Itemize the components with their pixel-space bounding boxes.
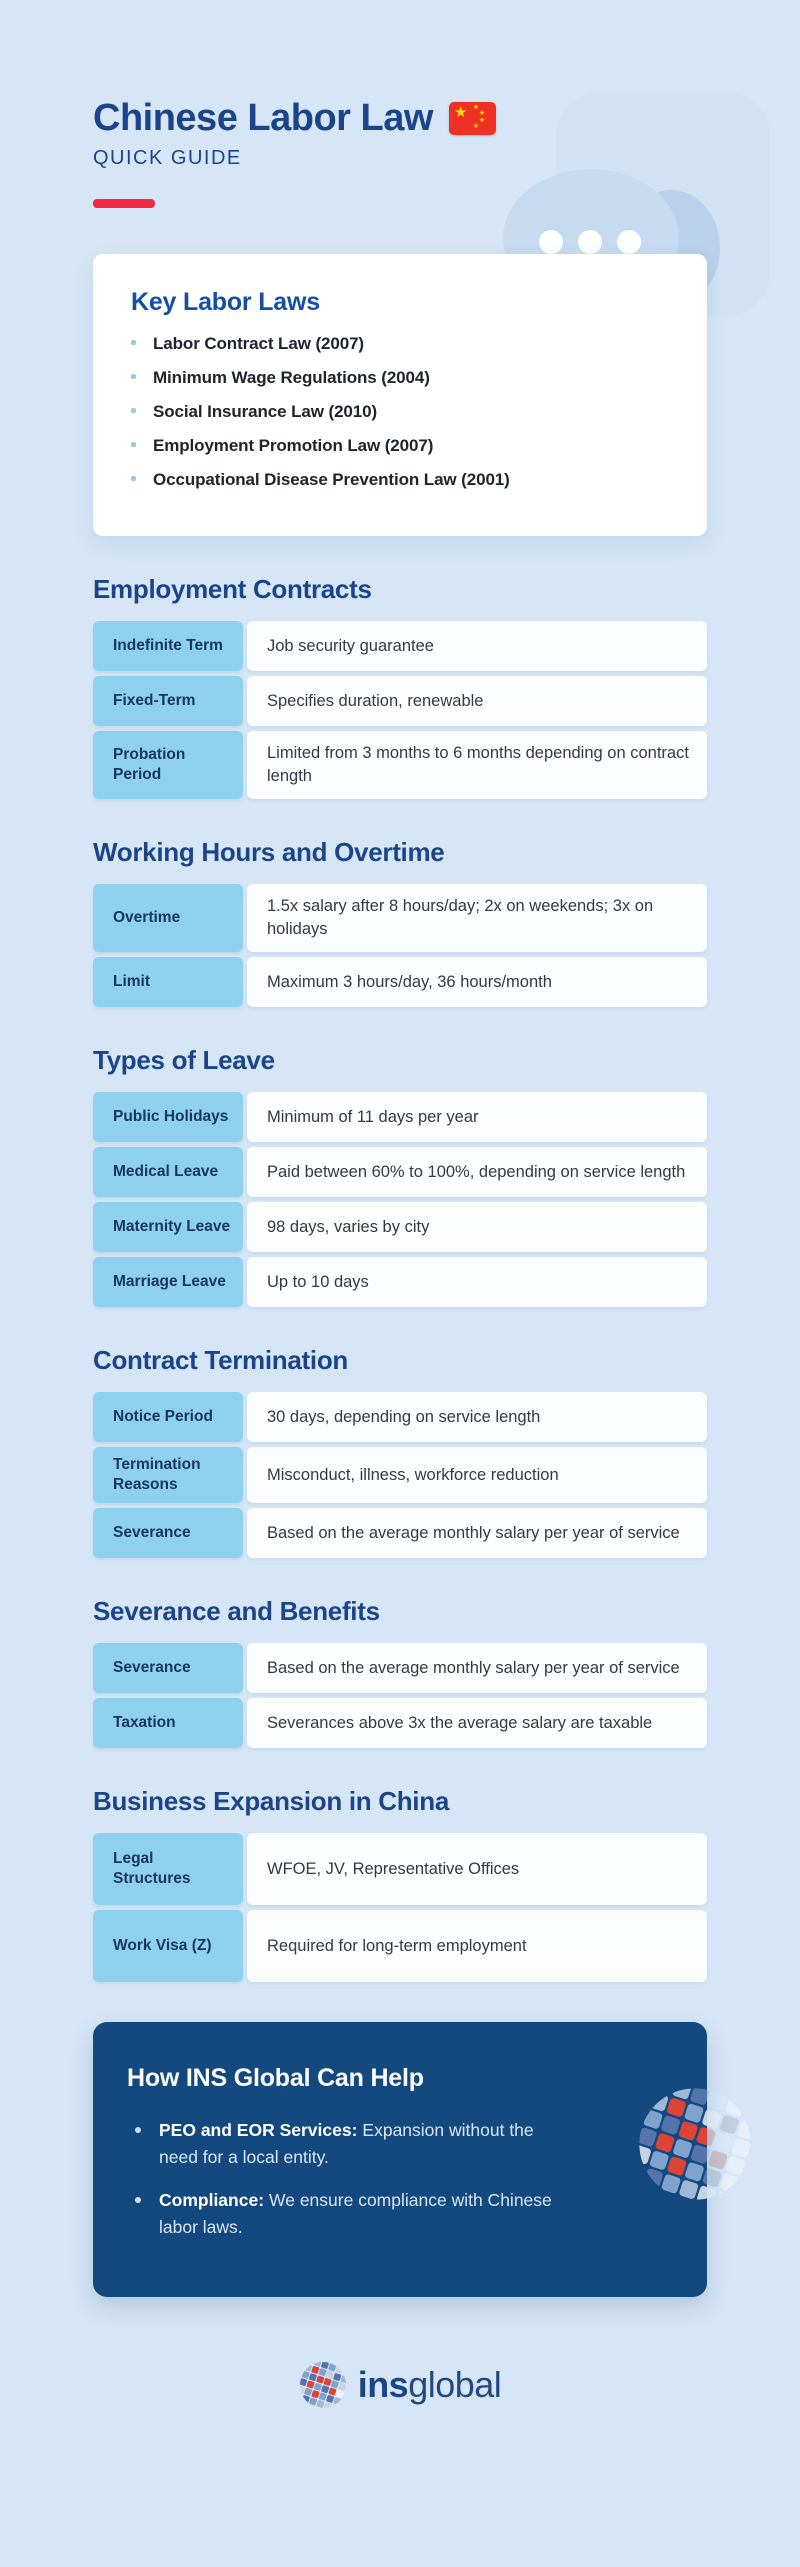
help-item-text [159, 2187, 567, 2241]
key-laws-card [93, 254, 707, 536]
row-label: Severance [93, 1508, 243, 1558]
row-label: Medical Leave [93, 1147, 243, 1197]
law-text: Minimum Wage Regulations (2004) [153, 368, 430, 387]
section [93, 573, 707, 799]
row-label: Limit [93, 957, 243, 1007]
table-row [93, 1833, 707, 1905]
list-item [127, 2187, 567, 2241]
row-label: Indefinite Term [93, 621, 243, 671]
sections [93, 573, 707, 1982]
key-laws-heading: Key Labor Laws [131, 288, 320, 316]
section-heading: Employment Contracts [93, 574, 372, 604]
help-item-text [159, 2117, 567, 2171]
bullet-dot-icon [135, 2197, 141, 2203]
table-row [93, 884, 707, 952]
row-label: Legal Structures [93, 1833, 243, 1905]
bullet-dot-icon [131, 408, 136, 413]
bullet-dot-icon [131, 476, 136, 481]
table-row [93, 1643, 707, 1693]
law-text: Occupational Disease Prevention Law (2001) [153, 470, 510, 489]
row-value: Severances above 3x the average salary are taxable [247, 1698, 707, 1748]
table-row [93, 1447, 707, 1503]
table [93, 1833, 707, 1982]
section-heading: Types of Leave [93, 1045, 275, 1075]
row-value: Limited from 3 months to 6 months depending on contract length [247, 731, 707, 799]
list-item [131, 470, 669, 504]
list-item [131, 368, 669, 402]
section [93, 1344, 707, 1558]
help-item-lead: PEO and EOR Services: [159, 2120, 358, 2140]
header [93, 0, 707, 208]
section-heading: Business Expansion in China [93, 1786, 449, 1816]
help-item-rest: We ensure compliance with Chinese labor laws. [159, 2190, 552, 2237]
logo-globe-icon [299, 2361, 347, 2409]
row-value: Job security guarantee [247, 621, 707, 671]
bullet-dot-icon [131, 374, 136, 379]
help-item-rest: Expansion without the need for a local entity. [159, 2120, 534, 2167]
subtitle: QUICK GUIDE [93, 147, 242, 169]
row-value: 1.5x salary after 8 hours/day; 2x on weekends; 3x on holidays [247, 884, 707, 952]
row-label: Fixed-Term [93, 676, 243, 726]
table-row [93, 1092, 707, 1142]
section [93, 836, 707, 1007]
key-laws-list [131, 334, 669, 504]
row-value: 30 days, depending on service length [247, 1392, 707, 1442]
section-heading: Contract Termination [93, 1345, 348, 1375]
law-text: Employment Promotion Law (2007) [153, 436, 434, 455]
row-value: Paid between 60% to 100%, depending on service length [247, 1147, 707, 1197]
row-label: Marriage Leave [93, 1257, 243, 1307]
row-label: Severance [93, 1643, 243, 1693]
section [93, 1595, 707, 1748]
row-value: Maximum 3 hours/day, 36 hours/month [247, 957, 707, 1007]
help-card-wrap [93, 2022, 707, 2297]
row-label: Probation Period [93, 731, 243, 799]
footer-logo [93, 2361, 707, 2409]
table-row [93, 621, 707, 671]
help-list [127, 2117, 567, 2241]
row-value: WFOE, JV, Representative Offices [247, 1833, 707, 1905]
table [93, 621, 707, 799]
help-item-lead: Compliance: [159, 2190, 265, 2210]
law-text: Social Insurance Law (2010) [153, 402, 378, 421]
row-value: 98 days, varies by city [247, 1202, 707, 1252]
bullet-dot-icon [131, 442, 136, 447]
table [93, 884, 707, 1007]
row-value: Specifies duration, renewable [247, 676, 707, 726]
table [93, 1643, 707, 1748]
help-card-heading: How INS Global Can Help [127, 2064, 424, 2092]
table-row [93, 1698, 707, 1748]
table-row [93, 1392, 707, 1442]
table-row [93, 1508, 707, 1558]
row-value: Minimum of 11 days per year [247, 1092, 707, 1142]
row-label: Overtime [93, 884, 243, 952]
section [93, 1785, 707, 1982]
brand-wordmark [358, 2361, 502, 2409]
brand-bold: ins [357, 2364, 409, 2405]
list-item [131, 334, 669, 368]
table-row [93, 1910, 707, 1982]
row-label: Notice Period [93, 1392, 243, 1442]
table-row [93, 1147, 707, 1197]
table-row [93, 957, 707, 1007]
row-label: Maternity Leave [93, 1202, 243, 1252]
law-text: Labor Contract Law (2007) [153, 334, 364, 353]
section [93, 1044, 707, 1307]
row-value: Misconduct, illness, workforce reduction [247, 1447, 707, 1503]
table-row [93, 1257, 707, 1307]
row-label: Work Visa (Z) [93, 1910, 243, 1982]
row-value: Based on the average monthly salary per year of service [247, 1508, 707, 1558]
row-label: Taxation [93, 1698, 243, 1748]
row-value: Up to 10 days [247, 1257, 707, 1307]
list-item [131, 436, 669, 470]
accent-bar [93, 199, 155, 208]
bullet-dot-icon [131, 340, 136, 345]
bullet-dot-icon [135, 2127, 141, 2133]
list-item [131, 402, 669, 436]
page-title: Chinese Labor Law [93, 97, 433, 139]
globe-mosaic-icon [637, 2086, 707, 2202]
help-card [93, 2022, 707, 2297]
section-heading: Severance and Benefits [93, 1596, 380, 1626]
section-heading: Working Hours and Overtime [93, 837, 445, 867]
table-row [93, 731, 707, 799]
table [93, 1392, 707, 1558]
row-value: Required for long-term employment [247, 1910, 707, 1982]
row-label: Public Holidays [93, 1092, 243, 1142]
table [93, 1092, 707, 1307]
table-row [93, 1202, 707, 1252]
china-flag-icon: ★ ★ ★ ★ ★ [449, 102, 496, 135]
brand-light: global [408, 2364, 502, 2405]
row-value: Based on the average monthly salary per year of service [247, 1643, 707, 1693]
row-label: Termination Reasons [93, 1447, 243, 1503]
table-row [93, 676, 707, 726]
list-item [127, 2117, 567, 2171]
